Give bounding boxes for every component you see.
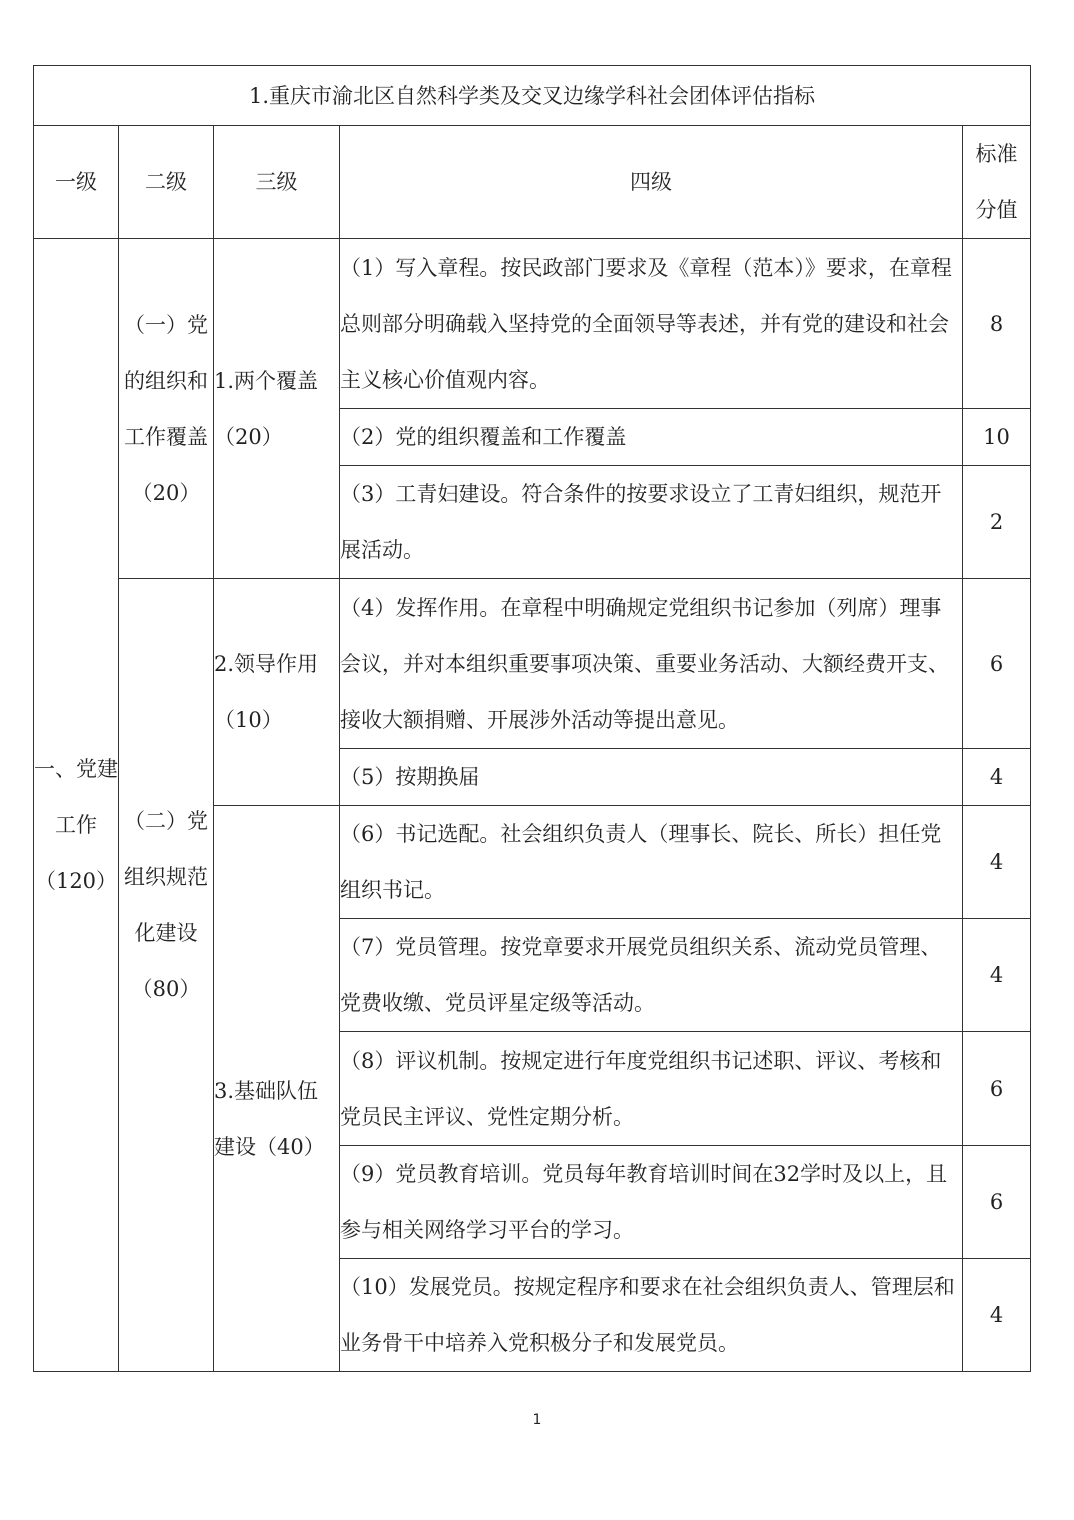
level3-cell-3: 3.基础队伍建设（40） xyxy=(214,806,340,1372)
level4-item-8: （8）评议机制。按规定进行年度党组织书记述职、评议、考核和党员民主评议、党性定期分析。 xyxy=(340,1032,963,1146)
level4-item-6: （6）书记选配。社会组织负责人（理事长、院长、所长）担任党组织书记。 xyxy=(340,806,963,919)
table-row xyxy=(34,239,1031,409)
header-row xyxy=(34,126,1031,239)
page-number: 1 xyxy=(532,1412,542,1428)
level4-item-5: （5）按期换届 xyxy=(340,749,963,806)
level3-cell-1: 1.两个覆盖（20） xyxy=(214,239,340,579)
level4-item-10: （10）发展党员。按规定程序和要求在社会组织负责人、管理层和业务骨干中培养入党积极分子和发展党员。 xyxy=(340,1259,963,1372)
level1-cell: 一、党建工作（120） xyxy=(34,239,119,1372)
level2-cell-1: （一）党的组织和工作覆盖（20） xyxy=(119,239,214,579)
score-7: 4 xyxy=(963,919,1031,1032)
header-level1: 一级 xyxy=(34,126,119,239)
header-level4: 四级 xyxy=(340,126,963,239)
score-8: 6 xyxy=(963,1032,1031,1146)
score-2: 10 xyxy=(963,409,1031,466)
level2-cell-2: （二）党组织规范化建设（80） xyxy=(119,579,214,1372)
level4-item-2: （2）党的组织覆盖和工作覆盖 xyxy=(340,409,963,466)
score-3: 2 xyxy=(963,466,1031,579)
header-score: 标准分值 xyxy=(963,126,1031,239)
score-10: 4 xyxy=(963,1259,1031,1372)
score-6: 4 xyxy=(963,806,1031,919)
score-5: 4 xyxy=(963,749,1031,806)
level4-item-7: （7）党员管理。按党章要求开展党员组织关系、流动党员管理、党费收缴、党员评星定级等活动。 xyxy=(340,919,963,1032)
title-row xyxy=(34,66,1031,126)
level4-item-1: （1）写入章程。按民政部门要求及《章程（范本）》要求，在章程总则部分明确载入坚持党的全面领导等表述，并有党的建设和社会主义核心价值观内容。 xyxy=(340,239,963,409)
level4-item-9: （9）党员教育培训。党员每年教育培训时间在32学时及以上，且参与相关网络学习平台的学习。 xyxy=(340,1146,963,1259)
table-title: 1.重庆市渝北区自然科学类及交叉边缘学科社会团体评估指标 xyxy=(34,66,1031,126)
evaluation-table xyxy=(33,65,1031,1372)
score-4: 6 xyxy=(963,579,1031,749)
level4-item-4: （4）发挥作用。在章程中明确规定党组织书记参加（列席）理事会议，并对本组织重要事项决策、重要业务活动、大额经费开支、接收大额捐赠、开展涉外活动等提出意见。 xyxy=(340,579,963,749)
header-level2: 二级 xyxy=(119,126,214,239)
table-row xyxy=(34,579,1031,749)
header-level3: 三级 xyxy=(214,126,340,239)
level3-cell-2: 2.领导作用（10） xyxy=(214,579,340,806)
level4-item-3: （3）工青妇建设。符合条件的按要求设立了工青妇组织，规范开展活动。 xyxy=(340,466,963,579)
score-1: 8 xyxy=(963,239,1031,409)
score-9: 6 xyxy=(963,1146,1031,1259)
